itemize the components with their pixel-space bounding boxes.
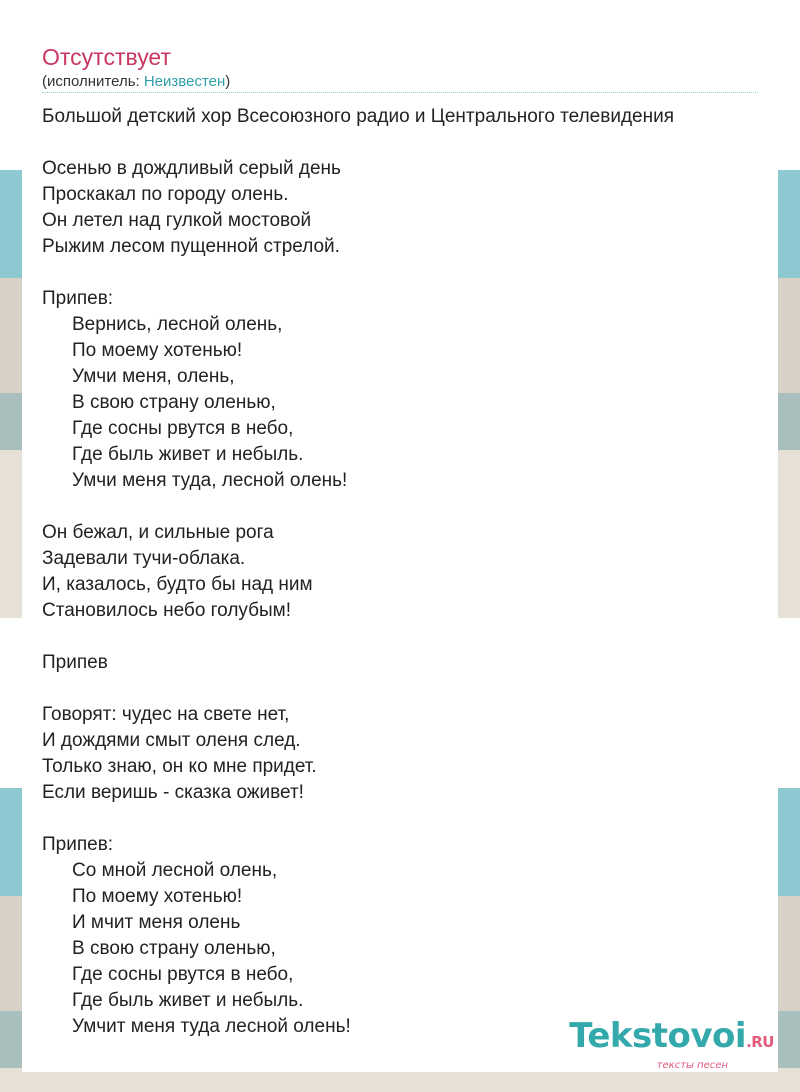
lyric-blank-line (42, 624, 674, 650)
lyric-line: Если веришь - сказка оживет! (42, 782, 304, 803)
performer-prefix: (исполнитель: (42, 73, 144, 90)
lyric-line: Где быль живет и небыль. (72, 444, 304, 465)
song-title: Отсутствует (42, 44, 171, 70)
lyric-line: Где сосны рвутся в небо, (72, 418, 294, 439)
lyric-line: Со мной лесной олень, (72, 860, 278, 881)
lyric-line: Большой детский хор Всесоюзного радио и Центрального телевидения (42, 106, 674, 127)
lyric-line: И дождями смыт оленя след. (42, 730, 301, 751)
lyric-line: Припев: (42, 288, 114, 309)
lyric-line: В свою страну оленью, (72, 938, 276, 959)
lyric-line: Умчи меня, олень, (72, 366, 235, 387)
lyrics-text (42, 104, 674, 1040)
performer-line (42, 71, 230, 93)
lyric-line: Умчи меня туда, лесной олень! (72, 470, 348, 491)
lyric-line: И, казалось, будто бы над ним (42, 574, 313, 595)
lyric-line: Вернись, лесной олень, (72, 314, 283, 335)
lyric-line: По моему хотенью! (72, 886, 243, 907)
site-logo[interactable] (569, 1018, 774, 1072)
lyric-line: Он бежал, и сильные рога (42, 522, 274, 543)
lyric-line: И мчит меня олень (72, 912, 241, 933)
lyric-line: Припев (42, 652, 108, 673)
logo-tagline: тексты песен (656, 1060, 728, 1071)
lyric-line: Где сосны рвутся в небо, (72, 964, 294, 985)
logo-tld: .RU (746, 1033, 774, 1051)
logo-wordmark (569, 1018, 774, 1060)
lyric-line: Припев: (42, 834, 114, 855)
lyric-line: Умчит меня туда лесной олень! (72, 1016, 351, 1037)
lyric-line: Осенью в дождливый серый день (42, 158, 341, 179)
header-divider (42, 92, 758, 93)
lyric-line: Рыжим лесом пущенной стрелой. (42, 236, 340, 257)
lyric-line: Проскакал по городу олень. (42, 184, 289, 205)
lyric-line: Становилось небо голубым! (42, 600, 292, 621)
lyric-line: Задевали тучи-облака. (42, 548, 246, 569)
logo-main-text: Tekstovoi (569, 1016, 747, 1056)
lyric-line: Он летел над гулкой мостовой (42, 210, 312, 231)
lyric-blank-line (42, 260, 674, 286)
lyric-blank-line (42, 130, 674, 156)
lyric-blank-line (42, 806, 674, 832)
lyric-line: Где быль живет и небыль. (72, 990, 304, 1011)
lyric-line: По моему хотенью! (72, 340, 243, 361)
lyric-line: В свою страну оленью, (72, 392, 276, 413)
lyric-line: Только знаю, он ко мне придет. (42, 756, 317, 777)
lyric-blank-line (42, 494, 674, 520)
performer-link[interactable]: Неизвестен (143, 73, 226, 90)
lyric-blank-line (42, 676, 674, 702)
lyric-line: Говорят: чудес на свете нет, (42, 704, 290, 725)
performer-suffix: ) (225, 73, 231, 90)
song-header (42, 43, 230, 93)
